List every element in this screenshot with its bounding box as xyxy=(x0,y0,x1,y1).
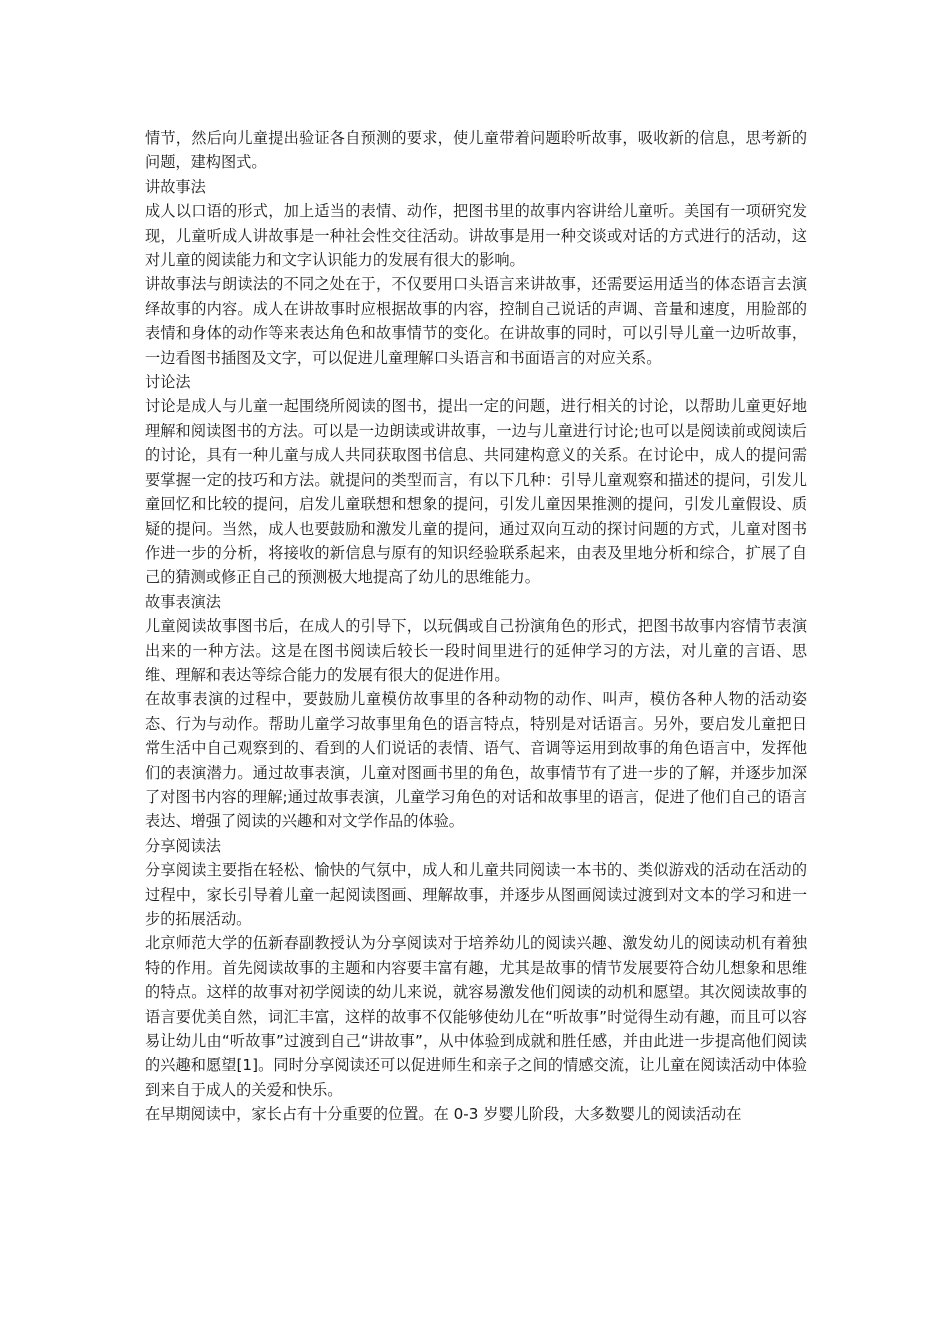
paragraph-discussion: 讨论是成人与儿童一起围绕所阅读的图书，提出一定的问题，进行相关的讨论，以帮助儿童更好地理解和阅读图书的方法。可以是一边朗读或讲故事，一边与儿童进行讨论;也可以是阅读前或阅读后的讨论，具有一种儿童与成人共同获取图书信息、共同建构意义的关系。在讨论中，成人的提问需要掌握一定的技巧和方法。就提问的类型而言，有以下几种：引导儿童观察和描述的提问，引发儿童回忆和比较的提问，启发儿童联想和想象的提问，引发儿童因果推测的提问，引发儿童假设、质疑的提问。当然，成人也要鼓励和激发儿童的提问，通过双向互动的探讨问题的方式，儿童对图书作进一步的分析，将接收的新信息与原有的知识经验联系起来，由表及里地分析和综合，扩展了自己的猜测或修正自己的预测极大地提高了幼儿的思维能力。 xyxy=(145,397,807,587)
paragraph-shared-reading-intro: 分享阅读主要指在轻松、愉快的气氛中，成人和儿童共同阅读一本书的、类似游戏的活动在活动的过程中，家长引导着儿童一起阅读图画、理解故事，并逐步从图画阅读过渡到对文本的学习和进一步的拓展活动。 xyxy=(145,861,807,928)
document-body xyxy=(145,126,807,1127)
paragraph-early-reading-parents: 在早期阅读中，家长占有十分重要的位置。在 0-3 岁婴儿阶段，大多数婴儿的阅读活动在 xyxy=(145,1105,742,1124)
paragraph-performance-intro: 儿童阅读故事图书后，在成人的引导下，以玩偶或自己扮演角色的形式，把图书故事内容情节表演出来的一种方法。这是在图书阅读后较长一段时间里进行的延伸学习的方法，对儿童的言语、思维、理解和表达等综合能力的发展有很大的促进作用。 xyxy=(145,617,807,684)
paragraph-storytelling-intro: 成人以口语的形式，加上适当的表情、动作，把图书里的故事内容讲给儿童听。美国有一项研究发现，儿童听成人讲故事是一种社会性交往活动。讲故事是用一种交谈或对话的方式进行的活动，这对儿童的阅读能力和文字认识能力的发展有很大的影响。 xyxy=(145,202,807,270)
paragraph-performance-process: 在故事表演的过程中，要鼓励儿童模仿故事里的各种动物的动作、叫声，模仿各种人物的活动姿态、行为与动作。帮助儿童学习故事里角色的语言特点，特别是对话语言。另外，要启发儿童把日常生活中自己观察到的、看到的人们说话的表情、语气、音调等运用到故事的角色语言中，发挥他们的表演潜力。通过故事表演，儿童对图画书里的角色，故事情节有了进一步的了解，并逐步加深了对图书内容的理解;通过故事表演，儿童学习角色的对话和故事里的语言，促进了他们自己的语言表达、增强了阅读的兴趣和对文学作品的体验。 xyxy=(145,690,807,831)
paragraph-storytelling-difference: 讲故事法与朗读法的不同之处在于，不仅要用口头语言来讲故事，还需要运用适当的体态语言去演绎故事的内容。成人在讲故事时应根据故事的内容，控制自己说话的声调、音量和速度，用脸部的表情和身体的动作等来表达角色和故事情节的变化。在讲故事的同时，可以引导儿童一边听故事，一边看图书插图及文字，可以促进儿童理解口头语言和书面语言的对应关系。 xyxy=(145,275,807,367)
paragraph-continuation: 情节，然后向儿童提出验证各自预测的要求，使儿童带着问题聆听故事，吸收新的信息，思考新的问题，建构图式。 xyxy=(145,129,807,172)
section-heading-discussion: 讨论法 xyxy=(145,373,191,392)
section-heading-shared-reading: 分享阅读法 xyxy=(145,836,221,855)
section-heading-story-performance: 故事表演法 xyxy=(145,592,221,611)
section-heading-storytelling: 讲故事法 xyxy=(145,177,206,196)
paragraph-shared-reading-research: 北京师范大学的伍新春副教授认为分享阅读对于培养幼儿的阅读兴趣、激发幼儿的阅读动机有着独特的作用。首先阅读故事的主题和内容要丰富有趣，尤其是故事的情节发展要符合幼儿想象和思维的特点。这样的故事对初学阅读的幼儿来说，就容易激发他们阅读的动机和愿望。其次阅读故事的语言要优美自然，词汇丰富，这样的故事不仅能够使幼儿在“听故事”时觉得生动有趣，而且可以容易让幼儿由“听故事”过渡到自己“讲故事”，从中体验到成就和胜任感，并由此进一步提高他们阅读的兴趣和愿望[1]。同时分享阅读还可以促进师生和亲子之间的情感交流，让儿童在阅读活动中体验到来自于成人的关爱和快乐。 xyxy=(145,934,807,1099)
